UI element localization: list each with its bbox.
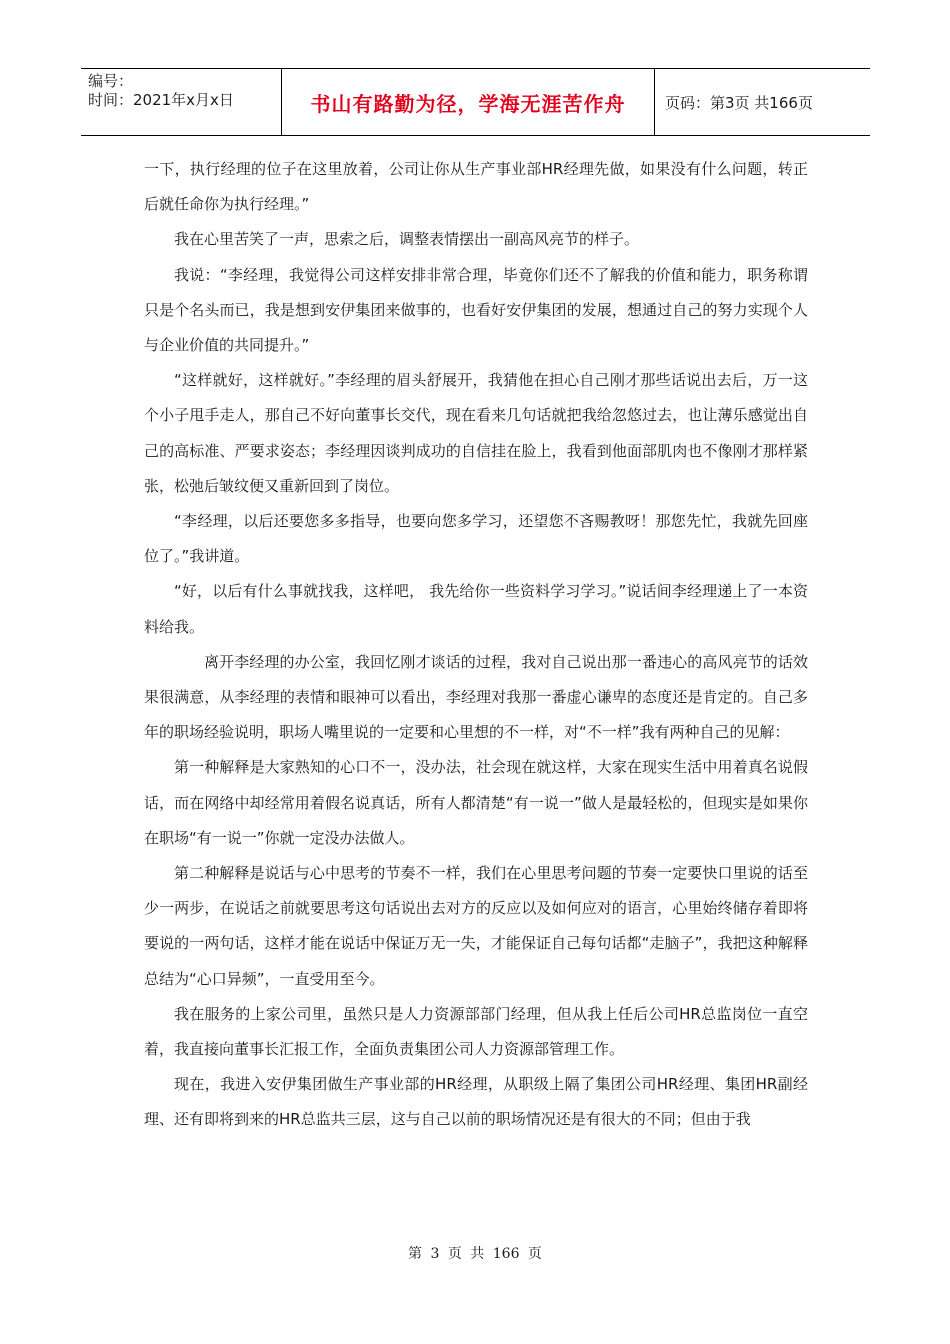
body-paragraph: 第一种解释是大家熟知的心口不一，没办法，社会现在就这样，大家在现实生活中用着真名说假话，而在网络中却经常用着假名说真话，所有人都清楚“有一说一”做人是最轻松的，但现实是如果你在职场“有一说一”你就一定没办法做人。 — [144, 758, 808, 847]
body-paragraph: “好，以后有什么事就找我，这样吧， 我先给你一些资料学习学习。”说话间李经理递上了一本资料给我。 — [144, 582, 808, 636]
header-page-info: 页码：第3页 共166页 — [665, 93, 813, 112]
body-paragraph: 现在，我进入安伊集团做生产事业部的HR经理，从职级上隔了集团公司HR经理、集团HR副经理、还有即将到来的HR总监共三层，这与自己以前的职场情况还是有很大的不同；但由于我 — [144, 1075, 808, 1129]
document-body — [144, 152, 808, 1138]
body-paragraph: 一下，执行经理的位子在这里放着，公司让你从生产事业部HR经理先做，如果没有什么问题，转正后就任命你为执行经理。” — [144, 160, 808, 214]
body-paragraph: “这样就好，这样就好。”李经理的眉头舒展开，我猜他在担心自己刚才那些话说出去后，万一这个小子甩手走人，那自己不好向董事长交代，现在看来几句话就把我给忽悠过去，也让薄乐感觉出自己的高标准、严要求姿态；李经理因谈判成功的自信挂在脸上，我看到他面部肌肉也不像刚才那样紧张，松弛后皱纹便又重新回到了岗位。 — [144, 371, 808, 495]
header-meta-cell — [81, 69, 282, 135]
header-motto: 书山有路勤为径，学海无涯苦作舟 — [282, 69, 655, 135]
document-header — [81, 68, 870, 136]
document-date-label: 时间：2021年x月x日 — [88, 91, 234, 109]
page-footer: 第 3 页 共 166 页 — [408, 1246, 542, 1262]
document-number-label: 编号： — [88, 72, 134, 90]
body-paragraph: 第二种解释是说话与心中思考的节奏不一样，我们在心里思考问题的节奏一定要快口里说的话至少一两步，在说话之前就要思考这句话说出去对方的反应以及如何应对的语言，心里始终储存着即将要说的一两句话，这样才能在说话中保证万无一失，才能保证自己每句话都“走脑子”，我把这种解释总结为“心口异频”，一直受用至今。 — [144, 864, 808, 988]
body-paragraph: “李经理，以后还要您多多指导，也要向您多学习，还望您不吝赐教呀！那您先忙，我就先回座位了。”我讲道。 — [144, 512, 808, 566]
body-paragraph: 我在心里苦笑了一声，思索之后，调整表情摆出一副高风亮节的样子。 — [174, 230, 640, 249]
body-paragraph: 我在服务的上家公司里，虽然只是人力资源部部门经理，但从我上任后公司HR总监岗位一直空着，我直接向董事长汇报工作，全面负责集团公司人力资源部管理工作。 — [144, 1004, 808, 1059]
body-paragraph: 离开李经理的办公室，我回忆刚才谈话的过程，我对自己说出那一番违心的高风亮节的话效果很满意，从李经理的表情和眼神可以看出，李经理对我那一番虚心谦卑的态度还是肯定的。自己多年的职场经验说明，职场人嘴里说的一定要和心里想的不一样，对“不一样”我有两种自己的见解： — [144, 652, 808, 742]
body-paragraph: 我说：“李经理，我觉得公司这样安排非常合理，毕竟你们还不了解我的价值和能力，职务称谓只是个名头而已，我是想到安伊集团来做事的，也看好安伊集团的发展，想通过自己的努力实现个人与企业价值的共同提升。” — [144, 265, 808, 355]
